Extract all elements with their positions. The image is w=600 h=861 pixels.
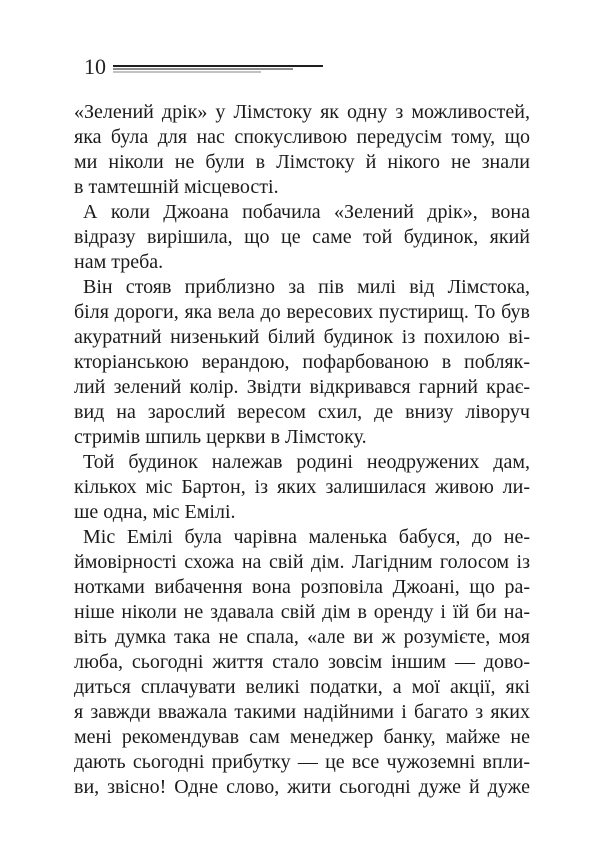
text-line: ми ніколи не були в Лімстоку й нікого не знали [74,151,530,173]
text-line: стримів шпиль церкви в Лімстоку. [74,426,367,448]
text-line: Міс Емілі була чарівна маленька бабуся, до не- [83,526,530,548]
text-line: ніше ніколи не здавала свій дім в оренду і їй би на- [74,601,530,623]
paragraph [74,275,530,450]
text-line: «Зелений дрік» у Лімстоку як одну з можливостей, [74,101,530,123]
text-line: А коли Джоана побачила «Зелений дрік», вона [83,201,530,223]
text-line: диться сплачувати великі податки, а мої акції, які [74,676,530,698]
rule-line-middle [113,68,293,70]
text-line: мені рекомендував сам менеджер банку, майже не [74,726,530,748]
paragraph [74,525,530,800]
text-line: ше одна, міс Емілі. [74,501,236,523]
paragraph [74,100,530,200]
text-line: дають сьогодні прибутку — це все чужоземні впли- [74,751,530,773]
text-line: ви, звісно! Одне слово, жити сьогодні дуже й дуже [74,776,530,798]
triple-rule-ornament [113,65,325,75]
page-text [74,100,530,800]
text-line: акуратний низенький білий будинок із похилою ві- [74,326,530,348]
paragraph [74,450,530,525]
text-line: люба, сьогодні життя стало зовсім іншим — дово- [74,651,530,673]
text-line: ймовірності схожа на свій дім. Лагідним голосом із [74,551,530,573]
text-line: кількох міс Бартон, із яких залишилася живою ли- [74,476,530,498]
text-line: нам треба. [74,251,164,273]
text-line: в тамтешній місцевості. [74,176,279,198]
text-line: нотками вибачення вона розповіла Джоані, що ра- [74,576,530,598]
text-line: віть думка така не спала, «але ви ж розумієте, моя [74,626,530,648]
page-number: 10 [84,54,106,79]
rule-line-bottom [113,71,261,73]
rule-line-top [113,65,323,67]
text-line: відразу вирішила, що це саме той будинок, який [74,226,530,248]
page-header [0,0,600,90]
text-line: лий зелений колір. Звідти відкривався гарний крає- [74,376,530,398]
text-line: кторіанською верандою, пофарбованою в побляк- [74,351,530,373]
text-line: Він стояв приблизно за пів милі від Лімстока, [83,276,530,298]
text-line: я завжди вважала такими надійними і багато з яких [74,701,530,723]
text-line: Той будинок належав родині неодружених дам, [83,451,530,473]
text-line: яка була для нас спокусливою передусім тому, що [74,126,530,148]
text-line: біля дороги, яка вела до вересових пустирищ. То був [74,301,530,323]
paragraph [74,200,530,275]
text-line: вид на зарослий вересом схил, де внизу ліворуч [74,401,530,423]
